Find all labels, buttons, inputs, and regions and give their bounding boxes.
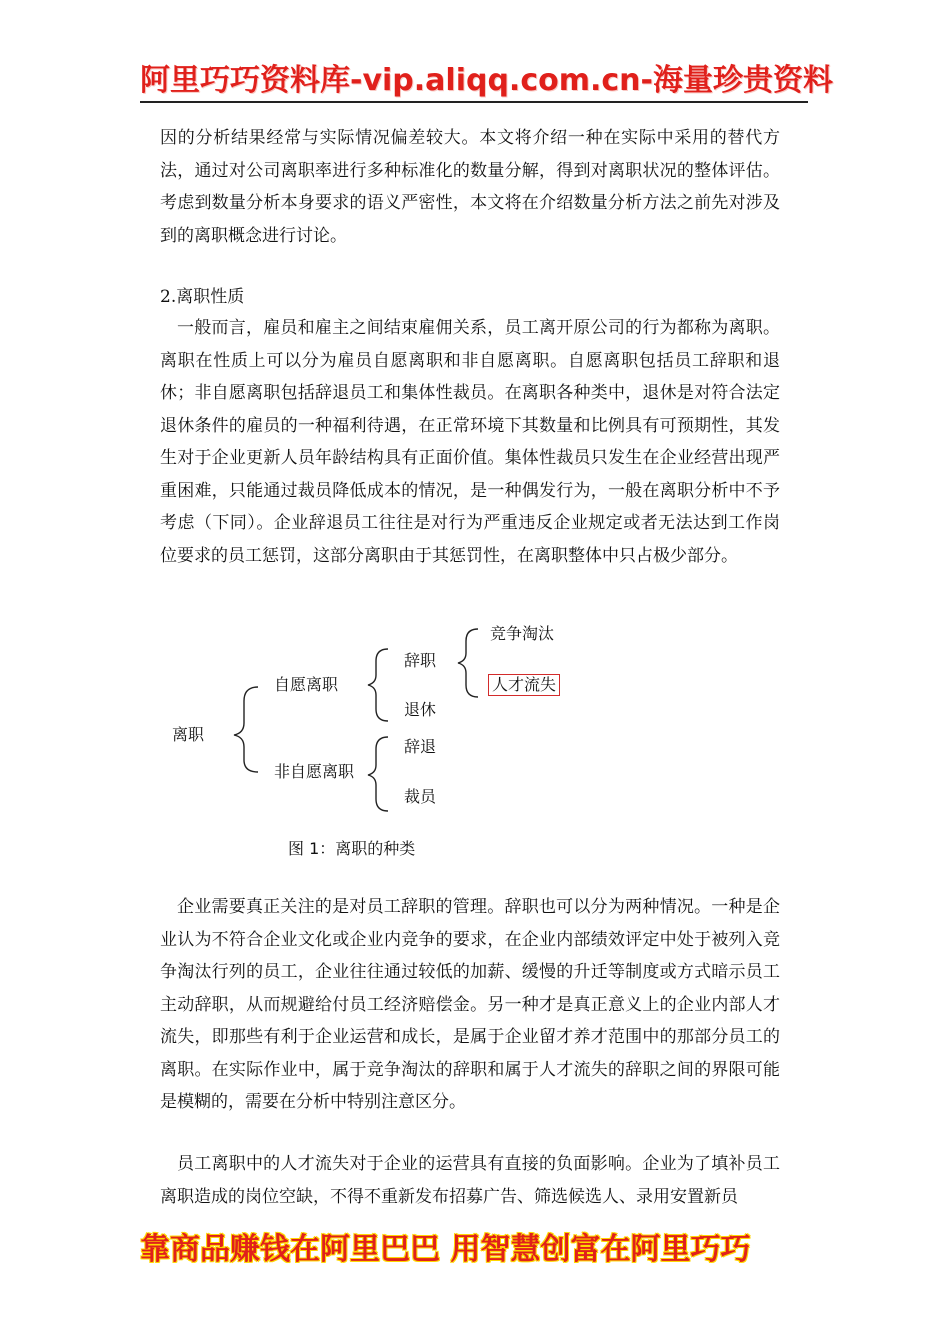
root-brace — [234, 687, 258, 772]
node-retire: 退休 — [404, 700, 437, 719]
node-voluntary: 自愿离职 — [274, 675, 339, 694]
intro-paragraph: 因的分析结果经常与实际情况偏差较大。本文将介绍一种在实际中采用的替代方法，通过对公司离职率进行多种标准化的数量分解，得到对离职状况的整体评估。考虑到数量分析本身要求的语义严密性，本文将在介绍数量分析方法之前先对涉及到的离职概念进行讨论。 — [160, 128, 780, 246]
node-dismiss: 辞退 — [404, 737, 437, 756]
header-divider — [140, 101, 808, 103]
node-competition-elimination: 竞争淘汰 — [490, 624, 555, 643]
footer-banner: 靠商品赚钱在阿里巴巴 用智慧创富在阿里巧巧 — [140, 1232, 751, 1267]
node-resign: 辞职 — [404, 651, 437, 670]
section-paragraph: 一般而言，雇员和雇主之间结束雇佣关系，员工离开原公司的行为都称为离职。离职在性质上可以分为雇员自愿离职和非自愿离职。自愿离职包括员工辞职和退休；非自愿离职包括辞退员工和集体性裁员。在离职各种类中，退休是对符合法定退休条件的雇员的一种福利待遇，在正常环境下其数量和比例具有可预期性，其发生对于企业更新人员年龄结构具有正面价值。集体性裁员只发生在企业经营出现严重困难，只能通过裁员降低成本的情况，是一种偶发行为，一般在离职分析中不予考虑（下同）。企业辞退员工往往是对行为严重违反企业规定或者无法达到工作岗位要求的员工惩罚，这部分离职由于其惩罚性，在离职整体中只占极少部分。 — [160, 318, 780, 566]
node-involuntary: 非自愿离职 — [274, 762, 355, 781]
involuntary-brace — [368, 737, 388, 811]
body-paragraph-2: 员工离职中的人才流失对于企业的运营具有直接的负面影响。企业为了填补员工离职造成的岗位空缺，不得不重新发布招募广告、筛选候选人、录用安置新员 — [160, 1154, 780, 1207]
section-heading: 2.离职性质 — [160, 287, 245, 307]
node-talent-loss: 人才流失 — [488, 674, 560, 696]
header-banner: 阿里巧巧资料库-vip.aliqq.com.cn-海量珍贵资料 — [140, 63, 833, 98]
node-layoff: 裁员 — [404, 787, 437, 806]
resign-brace — [458, 629, 478, 697]
node-separation: 离职 — [172, 725, 205, 744]
classification-diagram — [160, 615, 600, 865]
diagram-braces — [160, 615, 600, 865]
voluntary-brace — [368, 649, 388, 721]
diagram-caption: 图 1：离职的种类 — [288, 839, 416, 858]
body-paragraph-1: 企业需要真正关注的是对员工辞职的管理。辞职也可以分为两种情况。一种是企业认为不符合企业文化或企业内竞争的要求，在企业内部绩效评定中处于被列入竞争淘汰行列的员工，企业往往通过较低的加薪、缓慢的升迁等制度或方式暗示员工主动辞职，从而规避给付员工经济赔偿金。另一种才是真正意义上的企业内部人才流失，即那些有利于企业运营和成长，是属于企业留才养才范围中的那部分员工的离职。在实际作业中，属于竞争淘汰的辞职和属于人才流失的辞职之间的界限可能是模糊的，需要在分析中特别注意区分。 — [160, 897, 780, 1112]
